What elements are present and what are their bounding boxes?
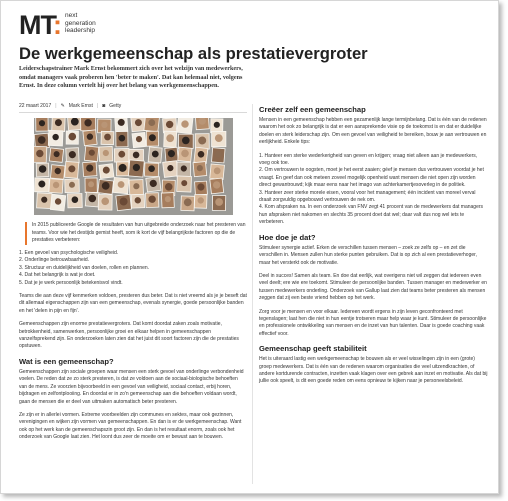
portrait-card xyxy=(193,162,207,177)
portrait-card xyxy=(129,180,143,195)
pencil-icon: ✎ xyxy=(60,103,65,109)
portrait-card xyxy=(36,118,48,131)
portrait-card xyxy=(210,164,225,180)
portrait-card xyxy=(48,130,63,146)
portrait-card xyxy=(194,147,208,163)
site-logo[interactable] xyxy=(19,11,96,39)
paragraph: Gemeenschappen zijn sociale groepen waar mensen een sterk gevoel van onderlinge verbondenheid voelen. De reden dat ze zo sterk presteren, is dat ze voldoen aan de sociaal-biologische behoeften van de mens. Ze voorzien bijvoorbeeld in een gevoel van veiligheid, sociaal contact, erbij horen, bijdragen en zelfontplooiing. En doordat er in zo'n gemeenschap aan die behoeften voldaan wordt, gaan de mensen die er deel van uitmaken automatisch beter presteren. xyxy=(19,368,244,405)
portrait-card xyxy=(85,178,97,193)
portrait-card xyxy=(195,181,208,195)
portrait-card xyxy=(146,177,161,192)
portrait-card xyxy=(68,194,83,208)
section-heading: Creëer zelf een gemeenschap xyxy=(259,105,366,114)
team-portraits-photo xyxy=(34,118,233,215)
portrait-card xyxy=(163,161,179,178)
list-item: 4. Kom afspraken na. In een onderzoek van FNV zegt 41 procent van de medewerkers dat managers hun afspraken niet nakomen en slechts 35 procent doet dat wel; daar valt dus nog wel iets te verbeteren. xyxy=(259,204,484,226)
portrait-card xyxy=(116,131,128,146)
paragraph: Teams die aan deze vijf kenmerken voldoen, presteren dus beter. Dat is niet vreemd als je je beseft dat dit allemaal eigenschappen zijn van een gemeenschap, evenals synergie, goede persoonlijke banden en het 'delen in pijn en fijn'. xyxy=(19,293,247,314)
portrait-card xyxy=(66,148,79,164)
meta-separator: | xyxy=(96,103,99,109)
section-heading: Wat is een gemeenschap? xyxy=(19,356,114,366)
portrait-card xyxy=(212,148,225,163)
portrait-card xyxy=(37,193,52,209)
paragraph: Zorg voor je mensen en voor elkaar. Iedereen wordt ergens in zijn leven geconfronteerd met tegenslagen; laat hen die niet in hun eentje trotseren maar help waar je kunt. Stimuleer de persoonlijke en professionele ontwikkeling van mensen en de inzet van hun talenten. Daar is goede coaching vaak effectief voor. xyxy=(259,308,487,337)
portrait-card xyxy=(52,118,65,132)
portrait-card xyxy=(210,178,224,194)
column-divider xyxy=(252,104,253,484)
article-intro: Leiderschapstrainer Mark Ernst bekommert zich over het welzijn van medewerkers, omdat managers vaak proberen hen 'beter te maken'. Dat kan helemaal niet, volgens Ernst. In deze column vertelt hij over het belang van werkgemeenschappen. xyxy=(19,65,243,90)
portrait-card xyxy=(164,131,177,147)
portrait-card xyxy=(49,179,63,194)
portrait-card xyxy=(51,165,65,179)
portrait-card xyxy=(146,131,158,146)
portrait-card xyxy=(161,193,174,208)
section-heading: Gemeenschap geeft stabiliteit xyxy=(259,344,367,354)
portrait-card xyxy=(163,118,177,133)
paragraph: Mensen in een gemeenschap hebben een gezamenlijk lange termijnbelang. Dat is één van de redenen waarom het ook zo belangrijk is dat er een aansprekende visie op de toekomst is en dat er duidelijke doelen en sterk leiderschap zijn. Om een gevoel van veiligheid te bereiken, bouw je aan vertrouwen en eerlijkheid. Enkele tips: xyxy=(259,117,487,146)
portrait-card xyxy=(211,119,223,133)
portrait-card xyxy=(36,163,49,177)
list-item: 1. Hanteer een sterke wederkerigheid van geven en krijgen; vraag niet alleen aan je medewerkers, voeg ook toe. xyxy=(259,152,478,167)
article-author[interactable]: Mark Ernst xyxy=(68,103,93,109)
logo-mark: MT: xyxy=(19,10,61,40)
list-item: 3. Structuur en duidelijkheid van doelen, rollen en plannen. xyxy=(19,264,150,271)
portrait-card xyxy=(84,146,98,161)
portrait-card xyxy=(212,195,225,210)
portrait-card xyxy=(114,148,129,162)
portrait-card xyxy=(35,178,50,192)
portrait-card xyxy=(34,146,47,163)
portrait-card xyxy=(195,118,209,130)
right-column xyxy=(259,105,489,392)
section-heading: Hoe doe je dat? xyxy=(259,232,316,242)
portrait-card xyxy=(131,194,145,208)
portrait-card xyxy=(101,131,114,144)
portrait-card xyxy=(98,179,114,194)
portrait-card xyxy=(99,164,114,179)
portrait-card xyxy=(81,118,96,131)
list-item: 2. Onderlinge betrouwbaarheid. xyxy=(19,257,90,264)
list-item: 1. Een gevoel van psychologische veiligheid. xyxy=(19,250,119,256)
portrait-card xyxy=(181,196,195,211)
portrait-card xyxy=(49,148,63,162)
article-meta xyxy=(19,102,247,110)
portrait-card xyxy=(115,118,128,132)
portrait-card xyxy=(177,176,192,192)
article-photo xyxy=(34,118,233,215)
portrait-card xyxy=(177,118,193,134)
list-item: 4. Dat het belangrijk is wat je doet. xyxy=(19,272,96,279)
portrait-card xyxy=(67,118,82,130)
portrait-card xyxy=(98,194,112,210)
article-title: De werkgemeenschap als prestatievergroter xyxy=(19,44,368,63)
intro-quote: In 2015 publiceerde Google de resultaten van hun uitgebreide onderzoek naar het presteren van teams. Voor wie het destijds gemist heeft, som ik kort de vijf belangrijkste factoren op die de prestaties verbeteren: xyxy=(25,222,247,245)
paragraph: Het is uiteraard lastig een werkgemeenschap te bouwen als er veel wisselingen zijn in een (grote) groep medewerkers. Dat is één van de redenen waarom organisaties die veel uitzendkrachten, of andere kortdurende contracten, inzetten vaak klagen over een gebrek aan inzet en motivatie. Als dat bij jullie ook speelt, is dit een goede reden om eens opnieuw te kijken naar je personeelsbeleid. xyxy=(259,356,488,385)
portrait-card xyxy=(148,147,162,163)
portrait-card xyxy=(132,132,146,147)
portrait-card xyxy=(116,162,129,176)
camera-icon: ◙ xyxy=(102,103,106,109)
meta-separator: | xyxy=(55,103,57,109)
portrait-card xyxy=(50,194,65,211)
portrait-card xyxy=(194,195,207,209)
portrait-card xyxy=(65,161,79,178)
list-item: 5. Dat je je werk persoonlijk betekenisvol vindt. xyxy=(19,279,123,286)
portrait-card xyxy=(178,147,192,162)
list-item: 2. Om vertrouwen te oogsten, moet je het eerst zaaien; géef je mensen dus vertrouwen voordat je het vraagt. En geef dan ook meteen zoveel mogelijk openheid want mensen die niet open zijn worden direct gewantrouwd; kijk maar eens naar het imago van achterkamertjesoverleg in de politiek. xyxy=(259,167,484,189)
portrait-card xyxy=(98,119,111,133)
portrait-card xyxy=(146,193,159,208)
photo-credit: Getty xyxy=(109,103,122,109)
portrait-card xyxy=(116,194,132,210)
portrait-card xyxy=(66,131,78,144)
list-item: 3. Hanteer zeer sterke morele eisen, vooral voor het management; één incident van moreel verval draait zorgvuldig opgebouwd vertrouwen de nek om. xyxy=(259,189,476,204)
portrait-card xyxy=(165,147,178,162)
logo-tagline: next generation leadership xyxy=(65,12,96,35)
tips-list xyxy=(259,153,489,227)
divider xyxy=(19,112,247,113)
portrait-card xyxy=(83,130,97,146)
portrait-card xyxy=(99,146,113,161)
portrait-card xyxy=(65,179,80,193)
factor-list xyxy=(19,250,247,287)
portrait-card xyxy=(83,162,97,177)
paragraph: Deel in succes! Samen als team. En doe dat eerlijk, wat overigens niet wil zeggen dat iedereen even veel deelt; ere wie ere toekomt. Stimuleer de persoonlijke banden. Tussen manager en medewerker en tussen medewerkers onderling. Onderzoek van Gallup laat zien dat teams beter presteren als mensen zeggen dat zij een beste vriend hebben op het werk. xyxy=(259,272,487,302)
portrait-card xyxy=(85,192,99,207)
portrait-card xyxy=(144,118,160,132)
portrait-card xyxy=(128,160,144,177)
portrait-card xyxy=(177,162,191,177)
paragraph: Ze zijn er in allerlei vormen. Extreme voorbeelden zijn communes en sektes, maar ook gezinnen, verenigingen en wijken zijn vormen van gemeenschappen. En dan is er de werkgemeenschap. Want ook op het werk kan de gemeenschapszin groot zijn. En dan is het resultaat enorm, zoals ook het onderzoek van Google laat zien. Het loont dus zeer de moeite om er bewust aan te bouwen. xyxy=(19,411,242,441)
paragraph: Gemeenschappen zijn enorme prestatievergroters. Dat komt doordat zaken zoals motivatie, betrokkenheid, samenwerken, persoonlijke groei en elkaar helpen in gemeenschappen vanzelfsprekend zijn. En onderzoeken laten zien dat het juist dit soort factoren zijn die de prestaties opstuwen. xyxy=(19,321,239,350)
article-date: 22 maart 2017 xyxy=(19,103,52,109)
portrait-card xyxy=(179,134,194,148)
portrait-card xyxy=(113,177,129,193)
left-column xyxy=(19,250,247,448)
portrait-card xyxy=(212,131,226,146)
portrait-card xyxy=(144,163,158,177)
paragraph: Stimuleer synergie actief. Erken de verschillen tussen mensen – zoek ze zelfs op – en zet die verschillen in. Mensen zullen hun sterke punten gebruiken. Dat is op zich al een prestatieverhoger, maar het versterkt ook de motivatie. xyxy=(259,244,477,266)
